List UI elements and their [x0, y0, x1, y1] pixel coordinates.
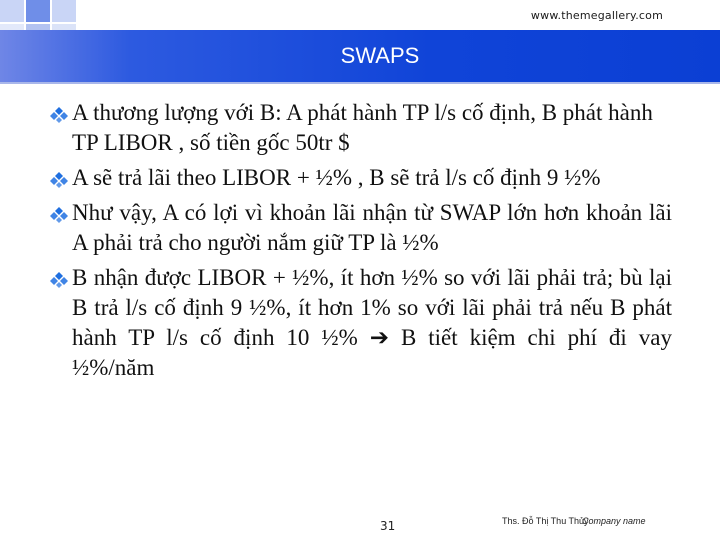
- bullet-text: Như vậy, A có lợi vì khoản lãi nhận từ SWAP lớn hơn khoản lãi A phải trả cho người nắm giữ TP là ½%: [72, 200, 672, 255]
- footer-company: Company name: [582, 516, 646, 526]
- diamond-bullet-icon: [50, 170, 68, 188]
- bullet-item: [50, 263, 672, 383]
- bullet-text: A thương lượng với B: A phát hành TP l/s cố định, B phát hành TP LIBOR , số tiền gốc 50tr $: [72, 100, 653, 155]
- bullet-item: [50, 198, 672, 258]
- slide-title: SWAPS: [340, 43, 420, 68]
- title-band-underline: [0, 82, 720, 84]
- page-number: 31: [380, 519, 396, 533]
- bullet-text: A sẽ trả lãi theo LIBOR + ½% , B sẽ trả l/s cố định 9 ½%: [72, 165, 601, 190]
- footer-author: Ths. Đỗ Thị Thu Thủy: [502, 516, 589, 526]
- diamond-bullet-icon: [50, 270, 68, 288]
- header-url: www.themegallery.com: [530, 9, 663, 22]
- diamond-bullet-icon: [50, 205, 68, 223]
- bullet-text: B nhận được LIBOR + ½%, ít hơn ½% so với lãi phải trả; bù lại B trả l/s cố định 9 ½%, ít hơn 1% so với lãi phải trả nếu B phát hành TP l/s cố định 10 ½% ➔ B tiết kiệm chi phí đi vay ½%/năm: [72, 265, 672, 380]
- diamond-bullet-icon: [50, 105, 68, 123]
- bullet-item: [50, 98, 672, 158]
- bullet-item: [50, 163, 672, 193]
- bullet-list: [50, 98, 672, 388]
